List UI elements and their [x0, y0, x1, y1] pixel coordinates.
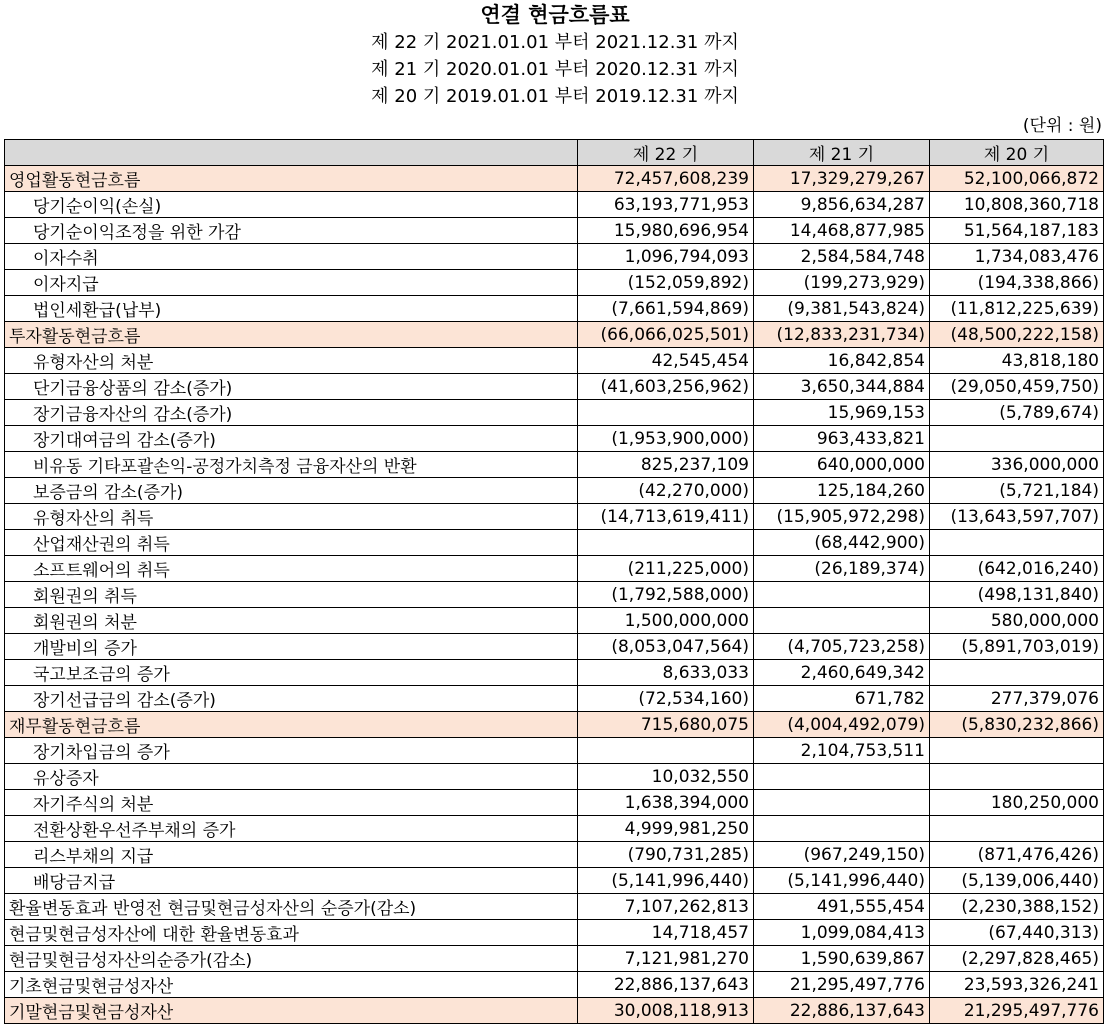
value-period-21: 15,969,153	[754, 400, 930, 426]
row-label: 이자수취	[5, 244, 578, 270]
row-label: 유형자산의 취득	[5, 504, 578, 530]
table-row	[5, 972, 1104, 998]
table-row	[5, 322, 1104, 348]
table-row	[5, 374, 1104, 400]
row-label: 장기선급금의 감소(증가)	[5, 686, 578, 712]
value-period-22: (5,141,996,440)	[578, 868, 754, 894]
row-label: 자기주식의 처분	[5, 790, 578, 816]
value-period-22: 1,500,000,000	[578, 608, 754, 634]
table-row	[5, 452, 1104, 478]
value-period-21: 671,782	[754, 686, 930, 712]
value-period-22	[578, 738, 754, 764]
value-period-21: 9,856,634,287	[754, 192, 930, 218]
value-period-21: (68,442,900)	[754, 530, 930, 556]
table-row	[5, 920, 1104, 946]
row-label: 이자지급	[5, 270, 578, 296]
value-period-20: (5,721,184)	[930, 478, 1104, 504]
value-period-20	[930, 764, 1104, 790]
value-period-20: 180,250,000	[930, 790, 1104, 816]
table-row	[5, 504, 1104, 530]
row-label: 재무활동현금흐름	[5, 712, 578, 738]
value-period-20: (67,440,313)	[930, 920, 1104, 946]
value-period-21: 22,886,137,643	[754, 998, 930, 1024]
value-period-21: 1,099,084,413	[754, 920, 930, 946]
value-period-20: 43,818,180	[930, 348, 1104, 374]
table-row	[5, 218, 1104, 244]
table-row	[5, 894, 1104, 920]
value-period-21: 2,460,649,342	[754, 660, 930, 686]
header-label-cell	[5, 140, 578, 166]
row-label: 국고보조금의 증가	[5, 660, 578, 686]
row-label: 리스부채의 지급	[5, 842, 578, 868]
value-period-22: 22,886,137,643	[578, 972, 754, 998]
value-period-22: 7,121,981,270	[578, 946, 754, 972]
value-period-20: (498,131,840)	[930, 582, 1104, 608]
table-row	[5, 244, 1104, 270]
value-period-21: 3,650,344,884	[754, 374, 930, 400]
value-period-20: (5,830,232,866)	[930, 712, 1104, 738]
value-period-20: 1,734,083,476	[930, 244, 1104, 270]
value-period-20: (2,297,828,465)	[930, 946, 1104, 972]
value-period-21: 491,555,454	[754, 894, 930, 920]
value-period-21: (9,381,543,824)	[754, 296, 930, 322]
value-period-20: (2,230,388,152)	[930, 894, 1104, 920]
value-period-21: 16,842,854	[754, 348, 930, 374]
table-row	[5, 868, 1104, 894]
value-period-20: 23,593,326,241	[930, 972, 1104, 998]
value-period-22: (7,661,594,869)	[578, 296, 754, 322]
table-row	[5, 582, 1104, 608]
value-period-22: 72,457,608,239	[578, 166, 754, 192]
table-row	[5, 686, 1104, 712]
row-label: 현금및현금성자산의순증가(감소)	[5, 946, 578, 972]
value-period-21	[754, 608, 930, 634]
value-period-22: (1,953,900,000)	[578, 426, 754, 452]
row-label: 현금및현금성자산에 대한 환율변동효과	[5, 920, 578, 946]
value-period-20	[930, 816, 1104, 842]
table-row	[5, 764, 1104, 790]
value-period-20: (194,338,866)	[930, 270, 1104, 296]
value-period-21: 14,468,877,985	[754, 218, 930, 244]
value-period-22: (8,053,047,564)	[578, 634, 754, 660]
value-period-21: (5,141,996,440)	[754, 868, 930, 894]
table-row	[5, 166, 1104, 192]
value-period-22: 825,237,109	[578, 452, 754, 478]
row-label: 회원권의 취득	[5, 582, 578, 608]
table-row	[5, 478, 1104, 504]
table-row	[5, 738, 1104, 764]
value-period-22: 15,980,696,954	[578, 218, 754, 244]
value-period-21	[754, 816, 930, 842]
value-period-20: 52,100,066,872	[930, 166, 1104, 192]
value-period-21: 17,329,279,267	[754, 166, 930, 192]
table-row	[5, 296, 1104, 322]
header-period-22: 제 22 기	[578, 140, 754, 166]
value-period-21	[754, 764, 930, 790]
row-label: 전환상환우선주부채의 증가	[5, 816, 578, 842]
value-period-21: 2,104,753,511	[754, 738, 930, 764]
value-period-22: (1,792,588,000)	[578, 582, 754, 608]
row-label: 장기차입금의 증가	[5, 738, 578, 764]
row-label: 산업재산권의 취득	[5, 530, 578, 556]
period-20: 제 20 기 2019.01.01 부터 2019.12.31 까지	[371, 86, 739, 107]
value-period-22: 1,638,394,000	[578, 790, 754, 816]
row-label: 당기순이익조정을 위한 가감	[5, 218, 578, 244]
header-period-20: 제 20 기	[930, 140, 1104, 166]
value-period-20: 336,000,000	[930, 452, 1104, 478]
table-row	[5, 634, 1104, 660]
value-period-22: 4,999,981,250	[578, 816, 754, 842]
value-period-22: (41,603,256,962)	[578, 374, 754, 400]
value-period-22: (42,270,000)	[578, 478, 754, 504]
table-row	[5, 530, 1104, 556]
row-label: 배당금지급	[5, 868, 578, 894]
value-period-21: 640,000,000	[754, 452, 930, 478]
table-row	[5, 712, 1104, 738]
value-period-22	[578, 530, 754, 556]
value-period-20: (642,016,240)	[930, 556, 1104, 582]
table-row	[5, 348, 1104, 374]
value-period-20	[930, 660, 1104, 686]
row-label: 장기대여금의 감소(증가)	[5, 426, 578, 452]
value-period-21: 125,184,260	[754, 478, 930, 504]
value-period-22: 715,680,075	[578, 712, 754, 738]
value-period-21: 21,295,497,776	[754, 972, 930, 998]
table-row	[5, 400, 1104, 426]
value-period-20: 580,000,000	[930, 608, 1104, 634]
table-row	[5, 998, 1104, 1024]
value-period-22: 1,096,794,093	[578, 244, 754, 270]
row-label: 회원권의 처분	[5, 608, 578, 634]
value-period-22: (211,225,000)	[578, 556, 754, 582]
row-label: 기말현금및현금성자산	[5, 998, 578, 1024]
value-period-21: (967,249,150)	[754, 842, 930, 868]
table-row	[5, 270, 1104, 296]
table-row	[5, 426, 1104, 452]
row-label: 영업활동현금흐름	[5, 166, 578, 192]
row-label: 유상증자	[5, 764, 578, 790]
table-row	[5, 946, 1104, 972]
value-period-21: (4,705,723,258)	[754, 634, 930, 660]
value-period-21: (26,189,374)	[754, 556, 930, 582]
cash-flow-table	[4, 139, 1104, 1024]
value-period-20: (871,476,426)	[930, 842, 1104, 868]
row-label: 보증금의 감소(증가)	[5, 478, 578, 504]
value-period-20: (5,891,703,019)	[930, 634, 1104, 660]
header-row	[5, 140, 1104, 166]
table-row	[5, 790, 1104, 816]
value-period-21: 963,433,821	[754, 426, 930, 452]
value-period-22: (152,059,892)	[578, 270, 754, 296]
value-period-20	[930, 738, 1104, 764]
value-period-21	[754, 582, 930, 608]
row-label: 비유동 기타포괄손익-공정가치측정 금융자산의 반환	[5, 452, 578, 478]
value-period-22: (14,713,619,411)	[578, 504, 754, 530]
value-period-21: 1,590,639,867	[754, 946, 930, 972]
table-row	[5, 608, 1104, 634]
value-period-22: (72,534,160)	[578, 686, 754, 712]
row-label: 소프트웨어의 취득	[5, 556, 578, 582]
value-period-22: 63,193,771,953	[578, 192, 754, 218]
statement-title: 연결 현금흐름표	[480, 3, 630, 27]
row-label: 투자활동현금흐름	[5, 322, 578, 348]
header-period-21: 제 21 기	[754, 140, 930, 166]
value-period-21: 2,584,584,748	[754, 244, 930, 270]
value-period-20: 21,295,497,776	[930, 998, 1104, 1024]
period-21: 제 21 기 2020.01.01 부터 2020.12.31 까지	[371, 59, 739, 80]
value-period-22: 7,107,262,813	[578, 894, 754, 920]
value-period-22: 10,032,550	[578, 764, 754, 790]
value-period-22: 8,633,033	[578, 660, 754, 686]
table-row	[5, 816, 1104, 842]
value-period-20: (29,050,459,750)	[930, 374, 1104, 400]
row-label: 유형자산의 처분	[5, 348, 578, 374]
table-row	[5, 556, 1104, 582]
value-period-22	[578, 400, 754, 426]
row-label: 장기금융자산의 감소(증가)	[5, 400, 578, 426]
value-period-21: (12,833,231,734)	[754, 322, 930, 348]
row-label: 개발비의 증가	[5, 634, 578, 660]
value-period-20	[930, 426, 1104, 452]
value-period-21: (199,273,929)	[754, 270, 930, 296]
row-label: 기초현금및현금성자산	[5, 972, 578, 998]
value-period-22: 30,008,118,913	[578, 998, 754, 1024]
table-row	[5, 660, 1104, 686]
value-period-20: (5,789,674)	[930, 400, 1104, 426]
value-period-22: 42,545,454	[578, 348, 754, 374]
row-label: 환율변동효과 반영전 현금및현금성자산의 순증가(감소)	[5, 894, 578, 920]
unit-label: (단위 : 원)	[1022, 116, 1102, 136]
value-period-22: 14,718,457	[578, 920, 754, 946]
period-22: 제 22 기 2021.01.01 부터 2021.12.31 까지	[371, 32, 739, 53]
value-period-20: (11,812,225,639)	[930, 296, 1104, 322]
table-row	[5, 192, 1104, 218]
value-period-20: (5,139,006,440)	[930, 868, 1104, 894]
row-label: 당기순이익(손실)	[5, 192, 578, 218]
table-body	[5, 166, 1104, 1024]
row-label: 단기금융상품의 감소(증가)	[5, 374, 578, 400]
value-period-20: (48,500,222,158)	[930, 322, 1104, 348]
value-period-22: (66,066,025,501)	[578, 322, 754, 348]
value-period-20: 277,379,076	[930, 686, 1104, 712]
value-period-20	[930, 530, 1104, 556]
value-period-21: (4,004,492,079)	[754, 712, 930, 738]
row-label: 법인세환급(납부)	[5, 296, 578, 322]
value-period-22: (790,731,285)	[578, 842, 754, 868]
value-period-20: (13,643,597,707)	[930, 504, 1104, 530]
value-period-20: 51,564,187,183	[930, 218, 1104, 244]
value-period-21	[754, 790, 930, 816]
value-period-20: 10,808,360,718	[930, 192, 1104, 218]
table-row	[5, 842, 1104, 868]
value-period-21: (15,905,972,298)	[754, 504, 930, 530]
